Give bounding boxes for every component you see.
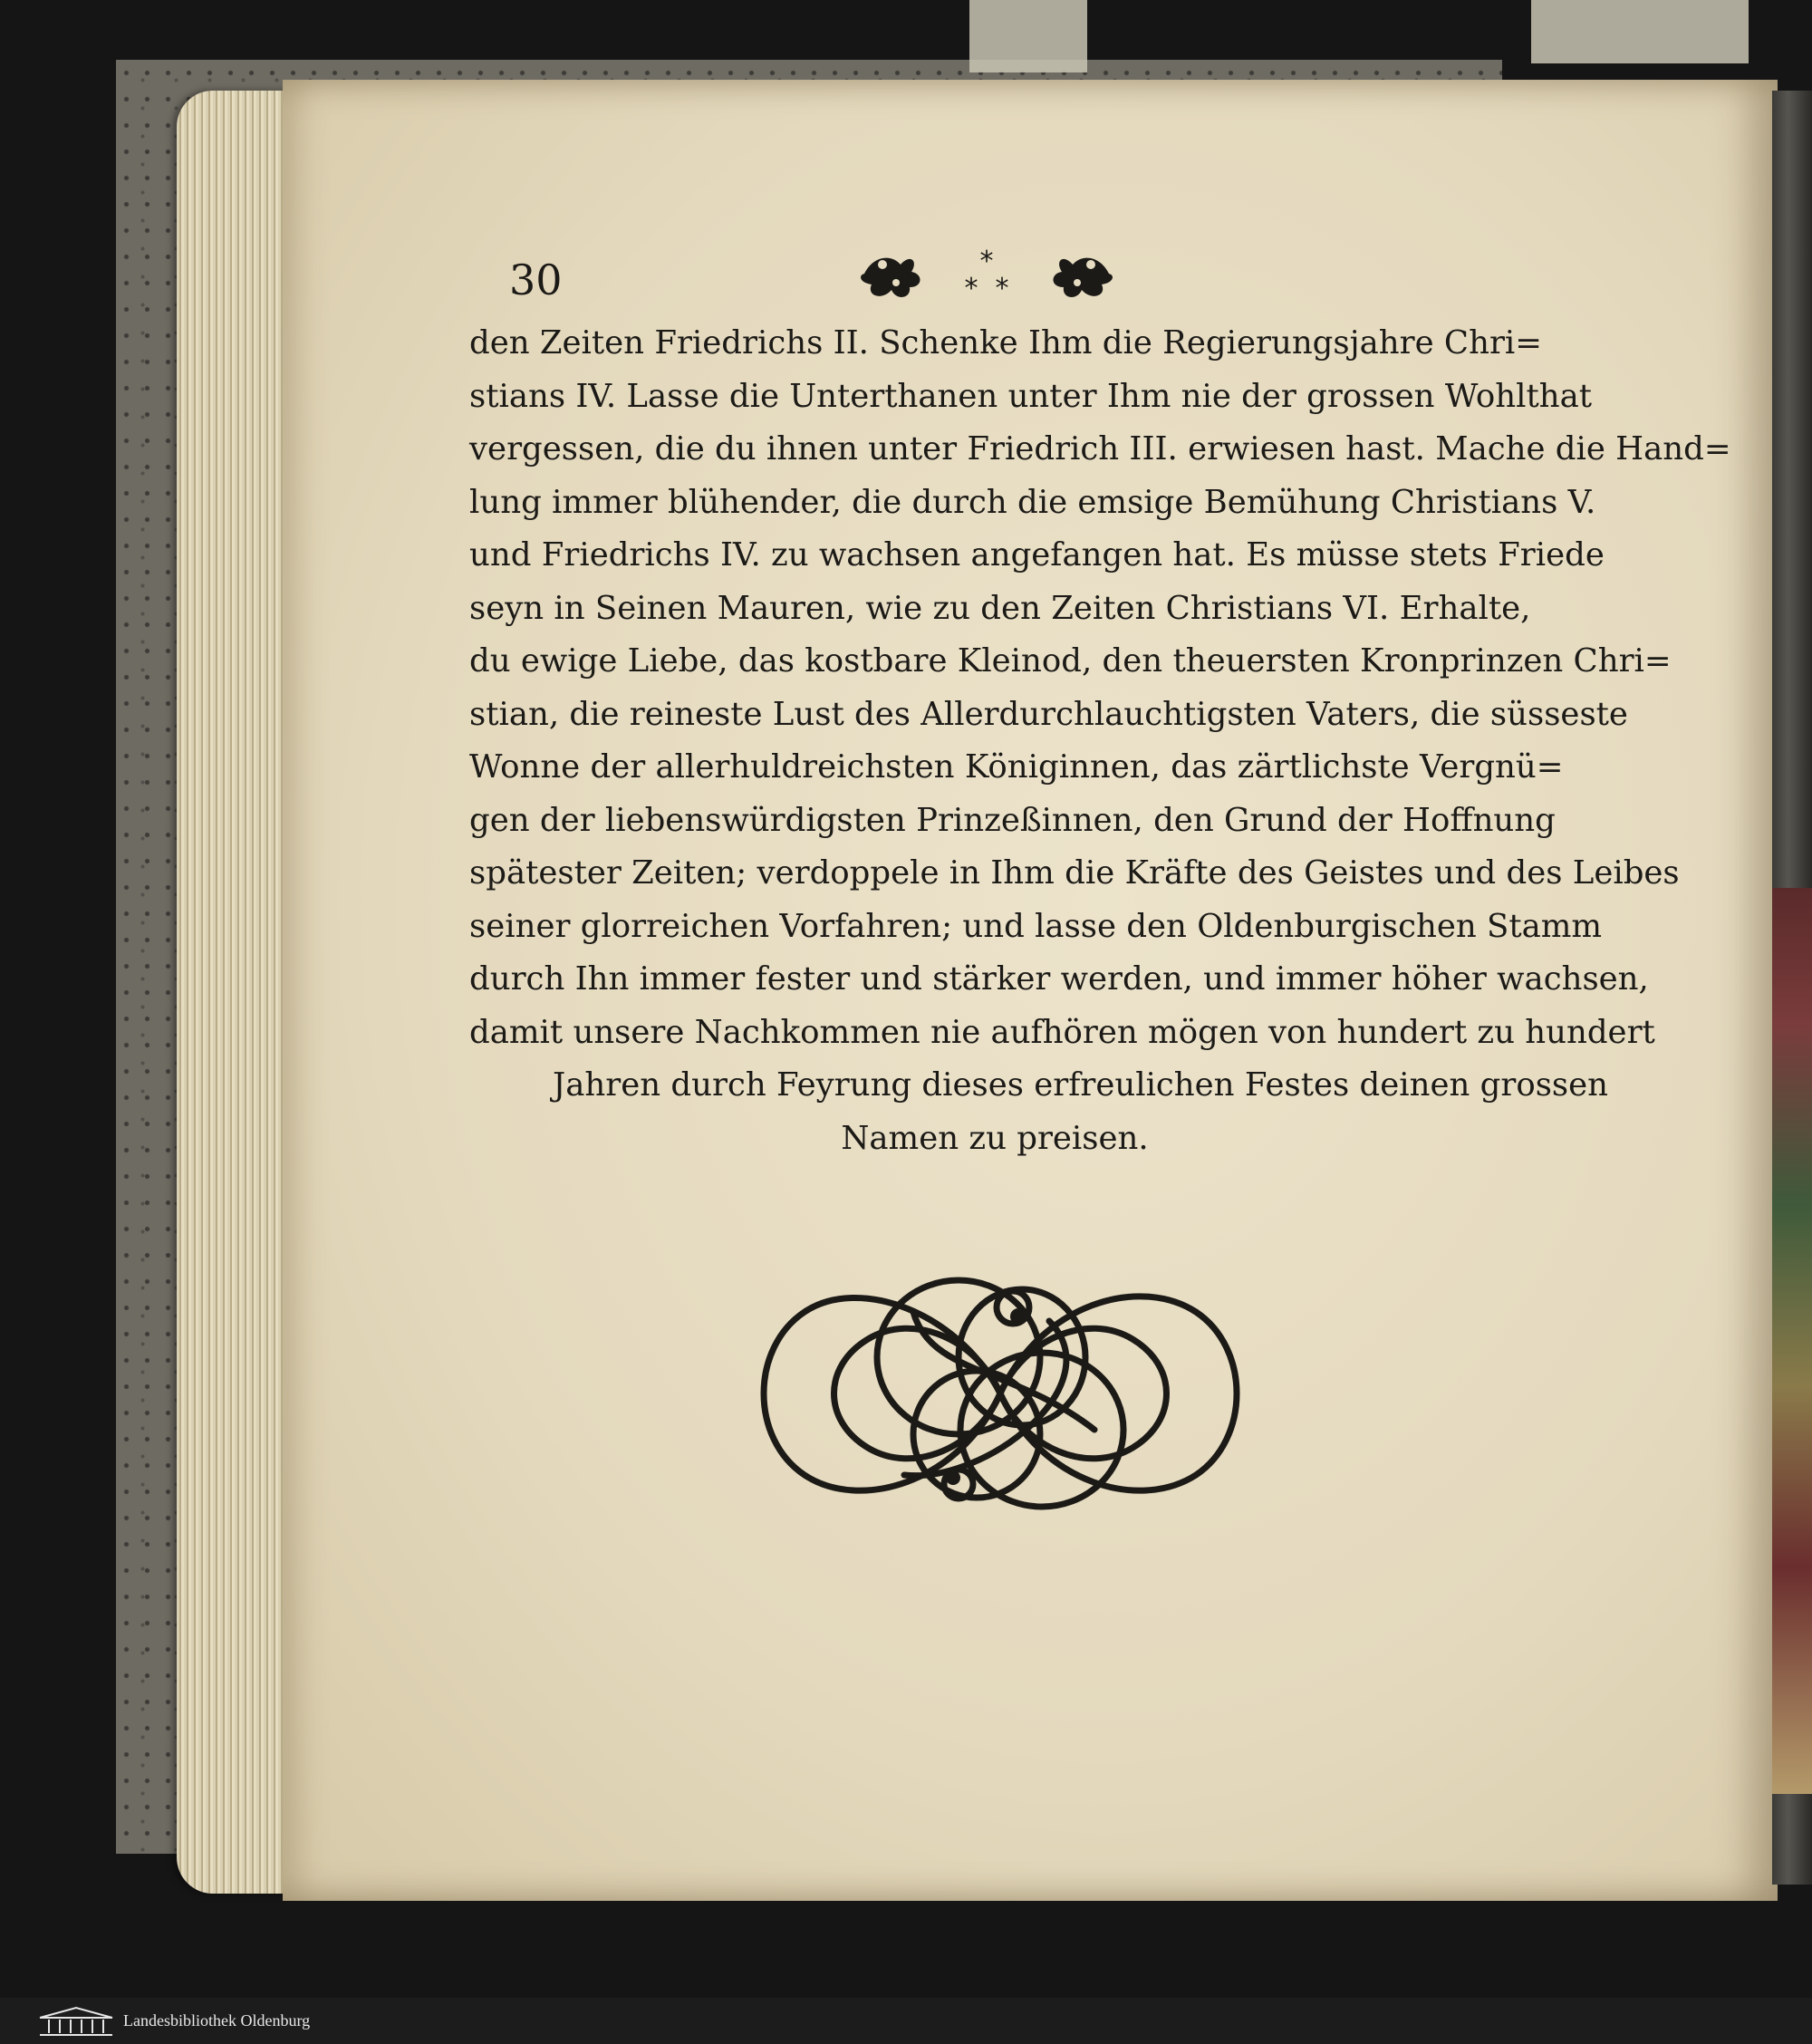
text-line: du ewige Liebe, das kostbare Kleinod, den theuersten Kronprinzen Chri=	[469, 642, 1672, 680]
tape-strip	[1531, 0, 1749, 63]
calligraphic-knot-ornament-icon	[750, 1258, 1250, 1531]
fleuron-asterism-ornament-icon	[855, 237, 1118, 310]
library-building-logo-icon	[36, 2005, 116, 2038]
text-line: Namen zu preisen.	[841, 1119, 1149, 1157]
text-line: lung immer blühender, die durch die emsige Bemühung Christians V.	[469, 483, 1596, 521]
text-line: seiner glorreichen Vorfahren; und lasse den Oldenburgischen Stamm	[469, 907, 1603, 945]
text-line: vergessen, die du ihnen unter Friedrich III. erwiesen hast. Mache die Hand=	[469, 430, 1731, 468]
tape-strip	[969, 0, 1087, 72]
text-line: gen der liebenswürdigsten Prinzeßinnen, den Grund der Hoffnung	[469, 801, 1556, 839]
text-line: spätester Zeiten; verdoppele in Ihm die Kräfte des Geistes und des Leibes	[469, 854, 1680, 892]
text-line: den Zeiten Friedrichs II. Schenke Ihm die Regierungsjahre Chri=	[469, 324, 1543, 362]
svg-text:*: *	[979, 246, 994, 277]
text-line: damit unsere Nachkommen nie aufhören mögen von hundert zu hundert	[469, 1013, 1655, 1051]
svg-text:*: *	[995, 273, 1009, 304]
page-edges	[177, 91, 299, 1894]
body-text	[469, 317, 1731, 1165]
text-line: durch Ihn immer fester und stärker werden, und immer höher wachsen,	[469, 960, 1649, 998]
svg-text:*: *	[964, 273, 978, 304]
text-line: Jahren durch Feyrung dieses erfreulichen Festes deinen grossen	[553, 1066, 1608, 1104]
page-number: 30	[509, 256, 563, 304]
text-line: stians IV. Lasse die Unterthanen unter Ihm nie der grossen Wohlthat	[469, 377, 1593, 415]
library-name: Landesbibliothek Oldenburg	[123, 2011, 311, 2030]
text-line: und Friedrichs IV. zu wachsen angefangen hat. Es müsse stets Friede	[469, 536, 1605, 574]
footer-bar	[0, 1998, 1812, 2044]
facing-page-illustration	[1772, 888, 1812, 1794]
text-line: stian, die reineste Lust des Allerdurchlauchtigsten Vaters, die süsseste	[469, 695, 1628, 733]
text-line: seyn in Seinen Mauren, wie zu den Zeiten Christians VI. Erhalte,	[469, 589, 1531, 627]
text-line: Wonne der allerhuldreichsten Königinnen, das zärtlichste Vergnü=	[469, 748, 1564, 786]
